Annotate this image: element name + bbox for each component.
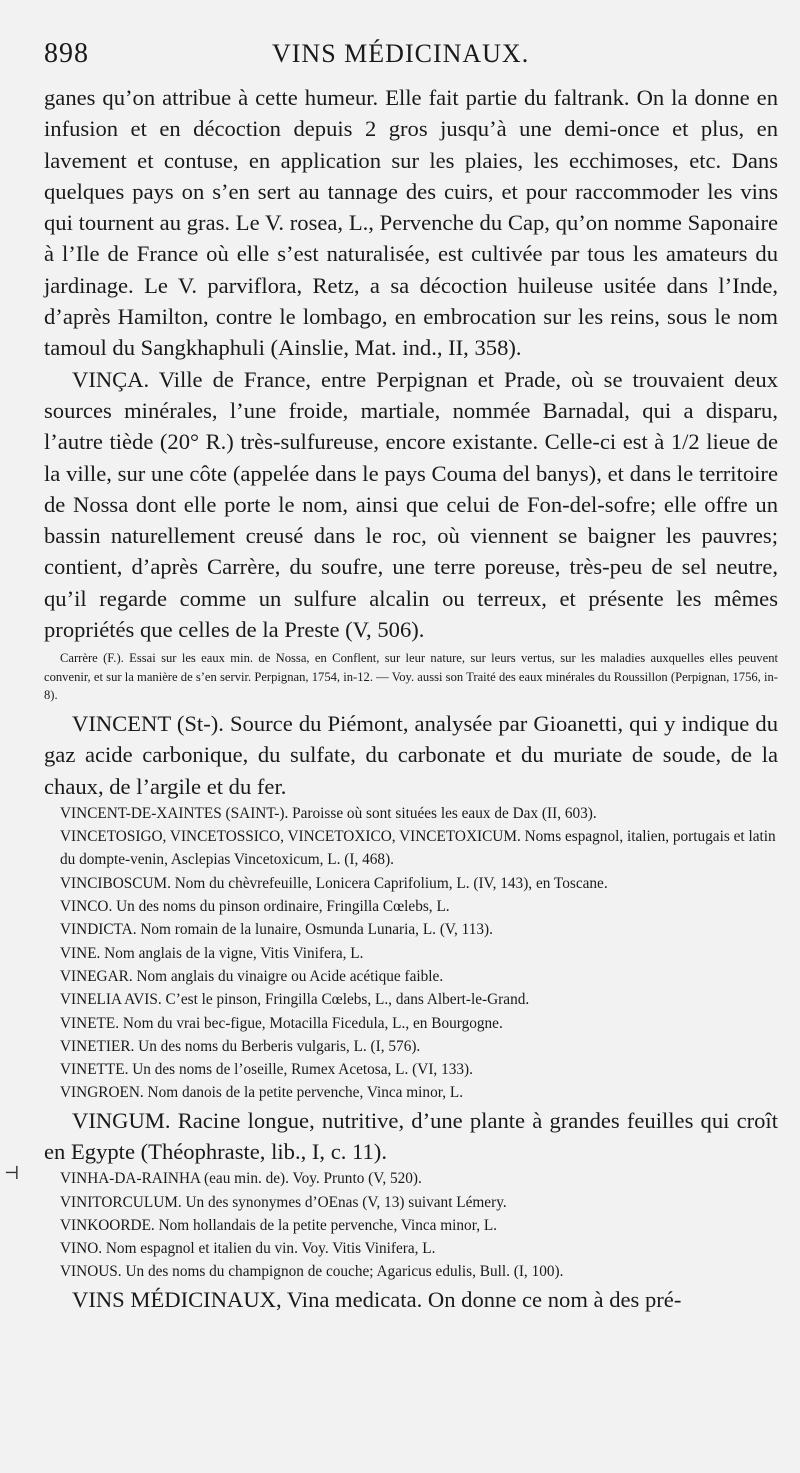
entry-vincetosigo: VINCETOSIGO, VINCETOSSICO, VINCETOXICO, VINCETOXICUM. Noms espagnol, italien, portugais et latin du dompte-venin, Asclepias Vincetoxicum, L. (I, 468).	[60, 828, 776, 869]
entry-vinitorculum: VINITORCULUM. Un des synonymes d’OEnas (V, 13) suivant Lémery.	[60, 1193, 507, 1211]
entry-vinkoorde: VINKOORDE. Nom hollandais de la petite pervenche, Vinca minor, L.	[60, 1216, 498, 1234]
paragraph-vincent: VINCENT (St-). Source du Piémont, analysée par Gioanetti, qui y indique du gaz acide carbonique, du sulfate, du carbonate et du muriate de soude, de la chaux, de l’argile et du fer.	[44, 710, 778, 799]
entry-vinete: VINETE. Nom du vrai bec-figue, Motacilla Ficedula, L., en Bourgogne.	[60, 1014, 503, 1032]
entry-vingroen: VINGROEN. Nom danois de la petite pervenche, Vinca minor, L.	[60, 1084, 464, 1102]
small-entry-list-1	[44, 802, 778, 1105]
small-entry-list-2	[44, 1167, 778, 1283]
running-title: VINS MÉDICINAUX.	[272, 39, 530, 68]
margin-mark: ⊣	[4, 1163, 20, 1183]
entry-vino: VINO. Nom espagnol et italien du vin. Voy. Vitis Vinifera, L.	[60, 1240, 436, 1258]
footnote-carrere: Carrère (F.). Essai sur les eaux min. de Nossa, en Conflent, sur leur nature, sur leurs vertus, sur les maladies auxquelles elles peuvent convenir, et sur la manière de s’en servir. Perpignan, 1754, in-12. — Voy. aussi son Traité des eaux minérales du Roussillon (Perpignan, 1756, in-8).	[44, 651, 778, 702]
entry-vinco: VINCO. Un des noms du pinson ordinaire, Fringilla Cœlebs, L.	[60, 898, 450, 916]
entry-vinetier: VINETIER. Un des noms du Berberis vulgaris, L. (I, 576).	[60, 1037, 421, 1055]
paragraph-vins-medicinaux: VINS MÉDICINAUX, Vina medicata. On donne ce nom à des pré-	[72, 1286, 682, 1312]
entry-vinelia-avis: VINELIA AVIS. C’est le pinson, Fringilla Cœlebs, L., dans Albert-le-Grand.	[60, 991, 530, 1009]
running-head	[44, 38, 778, 82]
paragraph-vingum: VINGUM. Racine longue, nutritive, d’une plante à grandes feuilles qui croît en Egypte (Théophraste, lib., I, c. 11).	[44, 1107, 778, 1164]
entry-vinciboscum: VINCIBOSCUM. Nom du chèvrefeuille, Lonicera Caprifolium, L. (IV, 143), en Toscane.	[60, 874, 608, 892]
entry-vinette: VINETTE. Un des noms de l’oseille, Rumex Acetosa, L. (VI, 133).	[60, 1061, 473, 1079]
entry-vinegar: VINEGAR. Nom anglais du vinaigre ou Acide acétique faible.	[60, 967, 444, 985]
page-number: 898	[44, 38, 89, 69]
entry-vine: VINE. Nom anglais de la vigne, Vitis Vinifera, L.	[60, 944, 364, 962]
paragraph-vinca: VINÇA. Ville de France, entre Perpignan et Prade, où se trouvaient deux sources minérales, l’une froide, martiale, nommée Barnadal, qui a disparu, l’autre tiède (20° R.) très-sulfureuse, encore existante. Celle-ci est à 1/2 lieue de la ville, sur une côte (appelée dans le pays Couma del banys), et dans le territoire de Nossa dont elle porte le nom, ainsi que celui de Fon-del-sofre; elle offre un bassin naturellement creusé dans le roc, où viennent se baigner les pauvres; contient, d’après Carrère, du soufre, une terre poreuse, très-peu de sel neutre, qu’il regarde comme un sulfure alcalin ou terreux, et présente les mêmes propriétés que celles de la Preste (V, 506).	[44, 366, 778, 643]
entry-vincent-de-xaintes: VINCENT-DE-XAINTES (SAINT-). Paroisse où sont situées les eaux de Dax (II, 603).	[60, 804, 597, 822]
paragraph-pervenche-continuation: ganes qu’on attribue à cette humeur. Elle fait partie du faltrank. On la donne en infusion et en décoction depuis 2 gros jusqu’à une demi-once et plus, en lavement et contuse, en application sur les plaies, les ecchimoses, etc. Dans quelques pays on s’en sert au tannage des cuirs, et pour raccommoder les vins qui tournent au gras. Le V. rosea, L., Pervenche du Cap, qu’on nomme Saponaire à l’Ile de France où elle s’est naturalisée, est cultivée par tous les amateurs du jardinage. Le V. parviflora, Retz, a sa décoction huileuse usitée dans l’Inde, d’après Hamilton, contre le lombago, en embrocation sur les reins, sous le nom tamoul du Sangkhaphuli (Ainslie, Mat. ind., II, 358).	[44, 85, 778, 361]
entry-vindicta: VINDICTA. Nom romain de la lunaire, Osmunda Lunaria, L. (V, 113).	[60, 921, 493, 939]
entry-vinha-da-rainha: VINHA-DA-RAINHA (eau min. de). Voy. Prunto (V, 520).	[60, 1170, 422, 1188]
entry-vinous: VINOUS. Un des noms du champignon de couche; Agaricus edulis, Bull. (I, 100).	[60, 1263, 564, 1281]
